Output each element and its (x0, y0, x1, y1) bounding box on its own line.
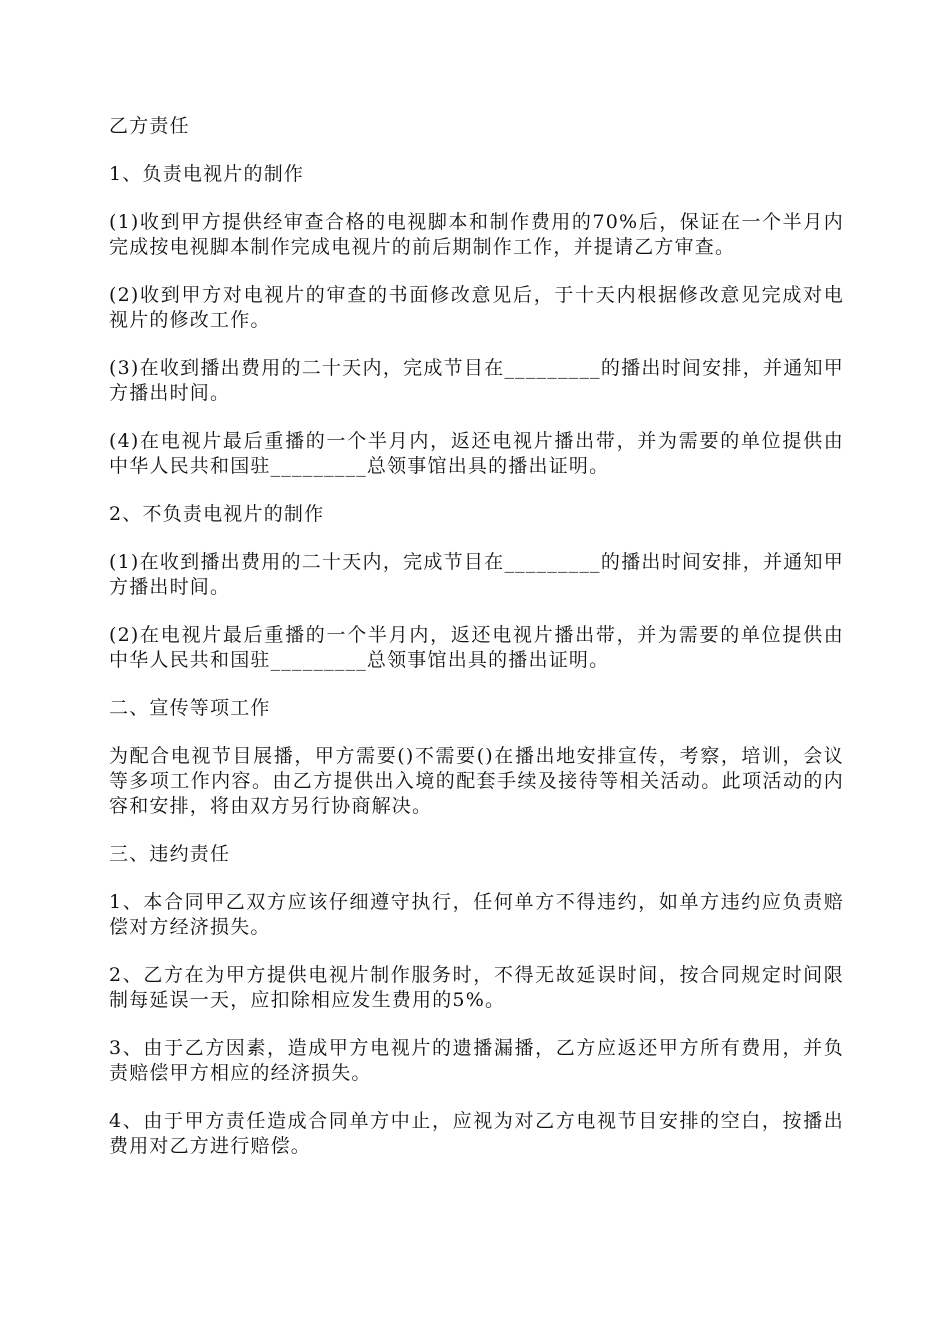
section-heading-breach: 三、违约责任 (109, 843, 231, 865)
breach-clause-2: 2、乙方在为甲方提供电视片制作服务时，不得无故延误时间，按合同规定时间限制每延误一天，应扣除相应发生费用的5%。 (109, 964, 844, 1011)
section-heading-promotion: 二、宣传等项工作 (109, 697, 271, 719)
breach-clause-1: 1、本合同甲乙双方应该仔细遵守执行，任何单方不得违约，如单方违约应负责赔偿对方经济损失。 (109, 891, 844, 938)
document-page (109, 114, 844, 1182)
clause-1-4: (4)在电视片最后重播的一个半月内，返还电视片播出带，并为需要的单位提供由中华人民共和国驻_________总领事馆出具的播出证明。 (109, 430, 844, 477)
clause-2-2: (2)在电视片最后重播的一个半月内，返还电视片播出带，并为需要的单位提供由中华人民共和国驻_________总领事馆出具的播出证明。 (109, 624, 844, 671)
section-heading-party-b-duties: 乙方责任 (109, 115, 190, 137)
clause-2-1: (1)在收到播出费用的二十天内，完成节目在_________的播出时间安排，并通知甲方播出时间。 (109, 551, 844, 598)
clause-1-3: (3)在收到播出费用的二十天内，完成节目在_________的播出时间安排，并通知甲方播出时间。 (109, 357, 844, 404)
promotion-paragraph: 为配合电视节目展播，甲方需要()不需要()在播出地安排宣传，考察，培训，会议等多项工作内容。由乙方提供出入境的配套手续及接待等相关活动。此项活动的内容和安排，将由双方另行协商解决。 (109, 745, 844, 817)
breach-clause-3: 3、由于乙方因素，造成甲方电视片的遗播漏播，乙方应返还甲方所有费用，并负责赔偿甲方相应的经济损失。 (109, 1037, 844, 1084)
clause-1-2: (2)收到甲方对电视片的审查的书面修改意见后，于十天内根据修改意见完成对电视片的修改工作。 (109, 284, 844, 331)
subheading-production-responsible: 1、负责电视片的制作 (109, 163, 305, 185)
breach-clause-4: 4、由于甲方责任造成合同单方中止，应视为对乙方电视节目安排的空白，按播出费用对乙方进行赔偿。 (109, 1110, 844, 1157)
clause-1-1: (1)收到甲方提供经审查合格的电视脚本和制作费用的70%后，保证在一个半月内完成按电视脚本制作完成电视片的前后期制作工作，并提请乙方审查。 (109, 211, 844, 258)
subheading-production-not-responsible: 2、不负责电视片的制作 (109, 503, 325, 525)
